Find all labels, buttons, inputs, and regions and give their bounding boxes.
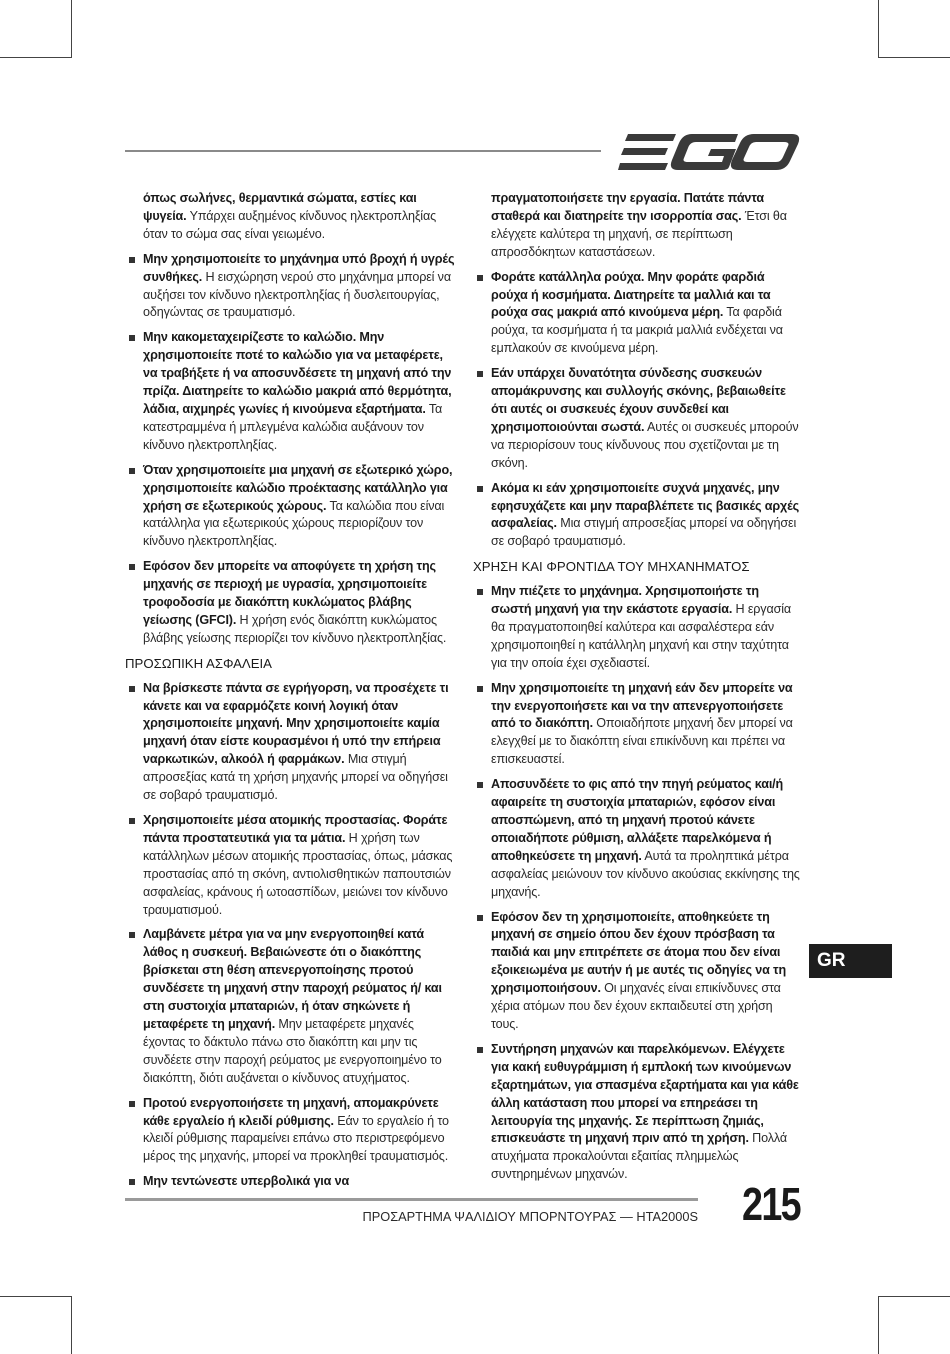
body-text: Τα καλώδια που είναι κατάλληλα για εξωτερικούς χώρους περιορίζουν τον κίνδυνο ηλεκτροπληξίας. [143, 498, 445, 549]
crop-mark [0, 57, 72, 58]
bold-text: Μην χρησιμοποιείτε τη μηχανή εάν δεν μπορείτε να την ενεργοποιήσετε και να την απενεργοποιήσετε από το διακόπτη. [491, 680, 793, 731]
body-text: Η χρήση των κατάλληλων μέσων ατομικής προστασίας, όπως, μάσκας προστασίας από τη σκόνη, αντιολισθητικών παπουτσιών ασφαλείας, κράνους ή ωτοασπίδων, μειώνει τον κίνδυνο τραυματισμού. [143, 830, 453, 917]
list-item [125, 680, 455, 805]
left-column [125, 190, 455, 1198]
body-text: Αυτά τα προληπτικά μέτρα ασφαλείας μειώνουν τον κίνδυνο ακούσιας εκκίνησης της μηχανής. [491, 848, 800, 899]
body-text: Η χρήση ενός διακόπτη κυκλώματος βλάβης γείωσης περιορίζει τον κίνδυνο ηλεκτροπληξίας. [143, 612, 447, 645]
body-text: Μην μεταφέρετε μηχανές έχοντας το δάκτυλο πάνω στο διακόπτη και μην τις συνδέετε στην παροχή ρεύματος με ενεργοποιημένο το διακόπτη, διότι αυξάνεται ο κίνδυνος ατυχήματος. [143, 1016, 442, 1085]
body-text: Οι μηχανές είναι επικίνδυνες στα χέρια ατόμων που δεν έχουν εκπαιδευτεί στη χρήση τους. [491, 981, 781, 1031]
crop-mark [878, 0, 879, 58]
header-rule [125, 150, 601, 152]
list-item [473, 909, 800, 1034]
bold-text: Εφόσον δεν τη χρησιμοποιείτε, αποθηκεύετε τη μηχανή σε σημείο όπου δεν έχουν πρόσβαση τα παιδιά και μην επιτρέπετε σε άτομα που δεν είναι εξοικειωμένα με αυτήν ή με αυτές τις οδηγίες να τη χρησιμοποιήσουν. [491, 909, 787, 996]
bullet-icon [477, 589, 483, 595]
bullet-icon [477, 371, 483, 377]
bullet-icon [477, 782, 483, 788]
list-item [473, 1041, 800, 1184]
crop-mark [878, 1296, 879, 1354]
body-text: Οποιαδήποτε μηχανή δεν μπορεί να ελεγχθεί με το διακόπτη είναι επικίνδυνη και πρέπει να επισκευαστεί. [491, 716, 793, 767]
footer-rule [125, 1198, 698, 1201]
bold-text: Ακόμα κι εάν χρησιμοποιείτε συχνά μηχανές, μην εφησυχάζετε και μην παραβλέπετε τις βασικές αρχές ασφαλείας. [491, 480, 800, 531]
footer-title: ΠΡΟΣΑΡΤΗΜΑ ΨΑΛΙΔΙΟΥ ΜΠΟΡΝΤΟΥΡΑΣ — HTA2000S [362, 1209, 698, 1224]
list-item [125, 462, 455, 552]
continuation-paragraph [473, 190, 800, 262]
bullet-icon [477, 1047, 483, 1053]
list-item [473, 269, 800, 359]
bold-text: Λαμβάνετε μέτρα για να μην ενεργοποιηθεί κατά λάθος η συσκευή. Βεβαιώνεστε ότι ο διακόπτης βρίσκεται στη θέση απενεργοποίησης προτού συνδέσετε τη μηχανή στην παροχή ρεύματος ή/ και στη συστοιχία μπαταριών, ή όταν σηκώνετε ή μεταφέρετε τη μηχανή. [143, 927, 442, 1031]
body-text: Μια στιγμή απροσεξίας κατά τη χρήση μηχανής μπορεί να οδηγήσει σε σοβαρό τραυματισμό. [143, 752, 448, 803]
bold-text: Μην χρησιμοποιείτε το μηχάνημα υπό βροχή ή υγρές συνθήκες. [143, 251, 455, 284]
list-item [125, 1095, 455, 1167]
body-text: Έτσι θα ελέγχετε καλύτερα τη μηχανή, σε περίπτωση απροσδόκητων καταστάσεων. [491, 208, 787, 259]
bullet-icon [129, 564, 135, 570]
list-item [125, 1173, 455, 1191]
bold-text: όπως σωλήνες, θερμαντικά σώματα, εστίες και ψυγεία. [143, 191, 417, 223]
bullet-icon [477, 486, 483, 492]
bullet-icon [129, 686, 135, 692]
body-text: Η εργασία θα πραγματοποιηθεί καλύτερα και ασφαλέστερα εάν χρησιμοποιηθεί η κατάλληλη μηχανή και στην ταχύτητα για την οποία έχει σχεδιαστεί. [491, 602, 791, 670]
body-text: Μια στιγμή απροσεξίας μπορεί να οδηγήσει σε σοβαρό τραυματισμό. [491, 516, 797, 549]
bullet-icon [477, 915, 483, 921]
bullet-icon [129, 1179, 135, 1185]
continuation-paragraph [125, 190, 455, 244]
crop-mark [71, 0, 72, 58]
bullet-icon [129, 468, 135, 474]
list-item [125, 558, 455, 648]
bold-text: Εάν υπάρχει δυνατότητα σύνδεσης συσκευών απομάκρυνσης και συλλογής σκόνης, βεβαιωθείτε ότι αυτές οι συσκευές έχουν συνδεθεί και χρησιμοποιούνται σωστά. [491, 366, 786, 434]
body-text: Πολλά ατυχήματα προκαλούνται εξαιτίας πλημμελώς συντηρημένων μηχανών. [491, 1131, 787, 1182]
bold-text: Μην κακομεταχειρίζεστε το καλώδιο. Μην χρησιμοποιείτε ποτέ το καλώδιο για να μεταφέρετε, να τραβήξετε ή να αποσυνδέσετε τη μηχανή από την πρίζα. Διατηρείτε το καλώδιο μακριά από θερμότητα, λάδια, αιχμηρές γωνίες ή κινούμενα εξαρτήματα. [143, 330, 452, 416]
bullet-icon [477, 275, 483, 281]
ego-logo [618, 134, 800, 170]
bullet-icon [129, 1101, 135, 1107]
bold-text: Χρησιμοποιείτε μέσα ατομικής προστασίας. Φοράτε πάντα προστατευτικά για τα μάτια. [143, 813, 448, 845]
bold-text: Μην τεντώνεστε υπερβολικά για να [143, 1174, 350, 1189]
bullet-icon [129, 818, 135, 824]
bold-text: Συντήρηση μηχανών και παρελκόμενων. Ελέγχετε για κακή ευθυγράμμιση ή εμπλοκή των κινούμενων εξαρτημάτων, για σπασμένα εξαρτήματα και για κάθε άλλη κατάσταση που μπορεί να επηρεάσει τη λειτουργία της μηχανής. Σε περίπτωση ζημιάς, επισκευάστε τη μηχανή πριν από τη χρήση. [491, 1041, 799, 1146]
bullet-icon [477, 686, 483, 692]
list-item [473, 776, 800, 901]
crop-mark [71, 1296, 72, 1354]
bold-text: Φοράτε κατάλληλα ρούχα. Μην φοράτε φαρδιά ρούχα ή κοσμήματα. Διατηρείτε τα μαλλιά και τα ρούχα σας μακριά από κινούμενα μέρη. [491, 269, 771, 320]
crop-mark [0, 1296, 72, 1297]
bullet-icon [129, 257, 135, 263]
crop-mark [878, 57, 950, 58]
right-column [473, 190, 800, 1191]
section-heading: ΠΡΟΣΩΠΙΚΗ ΑΣΦΑΛΕΙΑ [125, 655, 272, 671]
language-tab: GR [809, 944, 892, 978]
bold-text: Αποσυνδέετε το φις από την πηγή ρεύματος και/ή αφαιρείτε τη συστοιχία μπαταριών, εφόσον είναι αποσπώμενη, από τη μηχανή προτού κάνετε οποιαδήποτε ρύθμιση, αλλάξετε παρελκόμενα ή αποθηκεύσετε τη μηχανή. [491, 777, 784, 863]
list-item [125, 329, 455, 454]
body-text: Αυτές οι συσκευές μπορούν να περιορίσουν τους κίνδυνους που σχετίζονται με τη σκόνη. [491, 419, 799, 470]
list-item [473, 480, 800, 552]
bullet-icon [129, 932, 135, 938]
bold-text: Μην πιέζετε το μηχάνημα. Χρησιμοποιήστε τη σωστή μηχανή για την εκάστοτε εργασία. [491, 584, 759, 617]
bullet-icon [129, 335, 135, 341]
bold-text: πραγματοποιήσετε την εργασία. Πατάτε πάντα σταθερά και διατηρείτε την ισορροπία σας. [491, 191, 764, 223]
body-text: Εάν το εργαλείο ή το κλειδί ρύθμισης παραμείνει επάνω στο περιστρεφόμενο μέρος της μηχανής, μπορεί να προκληθεί τραυματισμός. [143, 1113, 449, 1164]
list-item [125, 251, 455, 323]
list-item [125, 926, 455, 1087]
bold-text: Εφόσον δεν μπορείτε να αποφύγετε τη χρήση της μηχανής σε περιοχή με υγρασία, χρησιμοποιείτε τροφοδοσία με διακόπτη κυκλώματος βλάβης γείωσης (GFCI). [143, 559, 436, 627]
body-text: Τα φαρδιά ρούχα, τα κοσμήματα ή τα μακριά μαλλιά ενδέχεται να εμπλακούν σε κινούμενα μέρη. [491, 305, 783, 356]
list-item [473, 680, 800, 770]
crop-mark [878, 1296, 950, 1297]
list-item [473, 583, 800, 673]
body-text: Η εισχώρηση νερού στο μηχάνημα μπορεί να αυξήσει τον κίνδυνο ηλεκτροπληξίας ή δυσλειτουργίας, οδηγώντας σε τραυματισμό. [143, 269, 451, 320]
list-item [473, 365, 800, 472]
list-item [125, 812, 455, 919]
body-text: Τα κατεστραμμένα ή μπλεγμένα καλώδια αυξάνουν τον κίνδυνο ηλεκτροπληξίας. [143, 401, 443, 452]
bold-text: Να βρίσκεστε πάντα σε εγρήγορση, να προσέχετε τι κάνετε και να εφαρμόζετε κοινή λογική όταν χρησιμοποιείτε μηχανή. Μην χρησιμοποιείτε καμία μηχανή όταν είστε κουρασμένοι ή υπό την επήρεια ναρκωτικών, αλκοόλ ή φαρμάκων. [143, 680, 449, 767]
bold-text: Προτού ενεργοποιήσετε τη μηχανή, απομακρύνετε κάθε εργαλείο ή κλειδί ρύθμισης. [143, 1095, 439, 1128]
page-number: 215 [742, 1178, 801, 1230]
bold-text: Όταν χρησιμοποιείτε μια μηχανή σε εξωτερικό χώρο, χρησιμοποιείτε καλώδιο προέκτασης κατάλληλο για χρήση σε εξωτερικούς χώρους. [143, 462, 453, 513]
body-text: Υπάρχει αυξημένος κίνδυνος ηλεκτροπληξίας όταν το σώμα σας είναι γειωμένο. [143, 208, 437, 241]
section-heading: ΧΡΗΣΗ ΚΑΙ ΦΡΟΝΤΙΔΑ ΤΟΥ ΜΗΧΑΝΗΜΑΤΟΣ [473, 559, 750, 575]
